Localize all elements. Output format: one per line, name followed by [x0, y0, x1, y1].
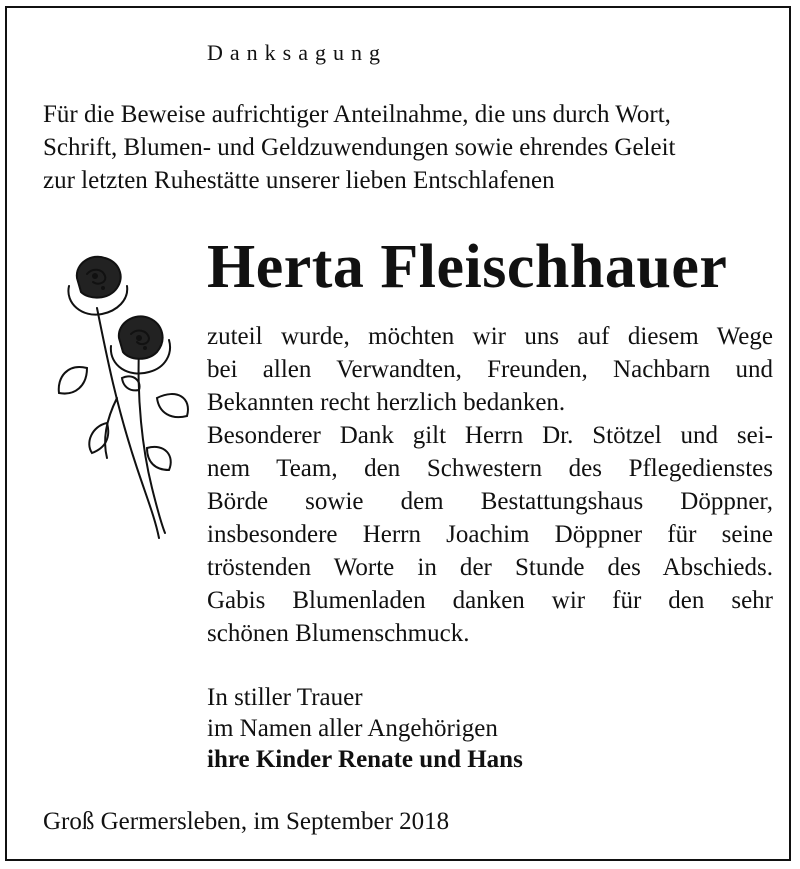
body-line: schönen Blumenschmuck.	[207, 620, 470, 647]
notice-border	[5, 6, 791, 861]
body-line: nem Team, den Schwestern des Pflegedienstes	[207, 455, 773, 482]
intro-line: Für die Beweise aufrichtiger Anteilnahme, die uns durch Wort,	[43, 101, 671, 128]
closing-block	[207, 682, 523, 775]
closing-line: im Namen aller Angehörigen	[207, 715, 498, 742]
deceased-name: Herta Fleischhauer	[207, 233, 728, 301]
roses-icon	[47, 248, 197, 548]
intro-line: zur letzten Ruhestätte unserer lieben Entschlafenen	[43, 167, 555, 194]
body-line: Bekannten recht herzlich bedanken.	[207, 389, 566, 416]
body-line: zuteil wurde, möchten wir uns auf diesem Wege	[207, 323, 773, 350]
intro-paragraph	[43, 98, 783, 197]
thanks-paragraph	[207, 320, 773, 650]
notice-heading: Danksagung	[207, 40, 387, 65]
place-date: Groß Germersleben, im September 2018	[43, 808, 450, 835]
body-line: tröstenden Worte in der Stunde des Abschieds.	[207, 554, 773, 581]
body-line: Börde sowie dem Bestattungshaus Döppner,	[207, 488, 773, 515]
body-line: bei allen Verwandten, Freunden, Nachbarn und	[207, 356, 773, 383]
signature: ihre Kinder Renate und Hans	[207, 746, 523, 773]
intro-line: Schrift, Blumen- und Geldzuwendungen sowie ehrendes Geleit	[43, 134, 676, 161]
body-line: insbesondere Herrn Joachim Döppner für seine	[207, 521, 773, 548]
body-line: Besonderer Dank gilt Herrn Dr. Stötzel und sei-	[207, 422, 773, 449]
closing-line: In stiller Trauer	[207, 684, 363, 711]
body-line: Gabis Blumenladen danken wir für den sehr	[207, 587, 773, 614]
